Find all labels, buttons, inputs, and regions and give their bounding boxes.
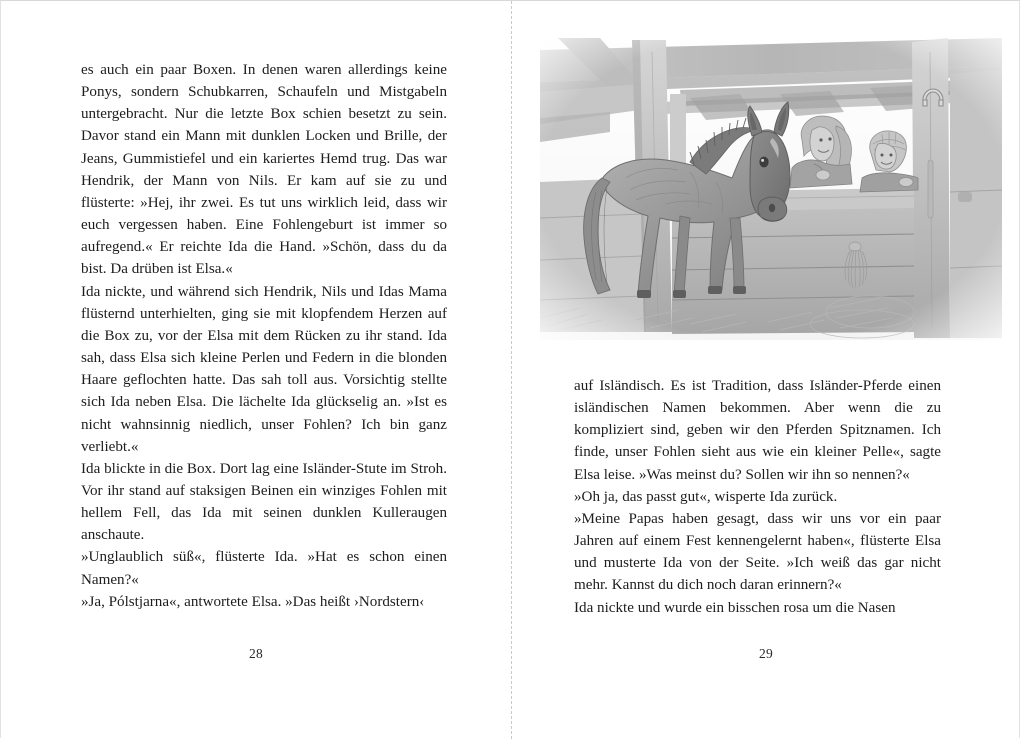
paragraph: »Ja, Pólstjarna«, antwortete Elsa. »Das heißt ›Nordstern‹	[81, 593, 425, 610]
page-number-left: 28	[248, 646, 264, 661]
paragraph: Ida nickte, und während sich Hendrik, Nils und Idas Mama flüsternd unterhielten, ging sie mit klopfendem Herzen auf die Box zu, vor der Elsa mit dem Rücken zu ihr stand. Ida sah, dass Elsa sich kleine Perlen und Federn in die blonden Haare geflochten hatte. Das sah toll aus. Vorsichtig stellte sich Ida neben Elsa. Die lächelte Ida glückselig an. »Ist es nicht wahnsinnig niedlich, unser Fohlen? Ich bin ganz verliebt.«	[81, 283, 447, 455]
paragraph: »Unglaublich süß«, flüsterte Ida. »Hat es schon einen Namen?«	[81, 549, 447, 588]
paragraph: es auch ein paar Boxen. In denen waren allerdings keine Ponys, sondern Schubkarren, Schaufeln und Mistgabeln untergebracht. Nur die letzte Box schien besetzt zu sein. Davor stand ein Mann mit dunklen Locken und Brille, der Jeans, Gummistiefel und ein kariertes Hemd trug. Das war Hendrik, der Mann von Nils. Er kam auf sie zu und flüsterte: »Hej, ihr zwei. Es tut uns wirklich leid, dass wir euch vergessen haben. Eine Fohlengeburt ist immer so aufregend.« Er reichte Ida die Hand. »Schön, dass du da bist. Da drüben ist Elsa.«	[81, 62, 447, 278]
paragraph: »Meine Papas haben gesagt, dass wir uns vor ein paar Jahren auf einem Fest kennengelernt haben«, flüsterte Elsa und musterte Ida von der Seite. »Ich weiß das gar nicht mehr. Kannst du dich noch daran erinnern?«	[574, 510, 941, 594]
paragraph: »Oh ja, das passt gut«, wisperte Ida zurück.	[574, 488, 838, 505]
right-page-text-column	[574, 375, 941, 619]
illustration-foal-in-stable	[540, 32, 1002, 340]
paragraph: Ida nickte und wurde ein bisschen rosa um die Nasen	[574, 599, 896, 616]
illustration-canvas	[540, 32, 1002, 340]
right-page	[511, 1, 1020, 739]
page-number-right: 29	[758, 646, 774, 661]
left-page-text-column	[81, 59, 447, 613]
illo-vignette	[540, 32, 1002, 340]
left-page	[1, 1, 511, 739]
paragraph: auf Isländisch. Es ist Tradition, dass Isländer-Pferde einen isländischen Namen bekommen. Aber wenn die zu kompliziert sind, geben wir den Pferden Spitznamen. Ich finde, unser Fohlen sieht aus wie ein kleiner Pelle«, sagte Elsa leise. »Was meinst du? Sollen wir ihn so nennen?«	[574, 378, 941, 483]
paragraph: Ida blickte in die Box. Dort lag eine Isländer-Stute im Stroh. Vor ihr stand auf staksigen Beinen ein winziges Fohlen mit hellem Fell, das Ida mit seinen dunklen Kulleraugen anschaute.	[81, 460, 447, 544]
illustration-svg	[540, 32, 1002, 340]
